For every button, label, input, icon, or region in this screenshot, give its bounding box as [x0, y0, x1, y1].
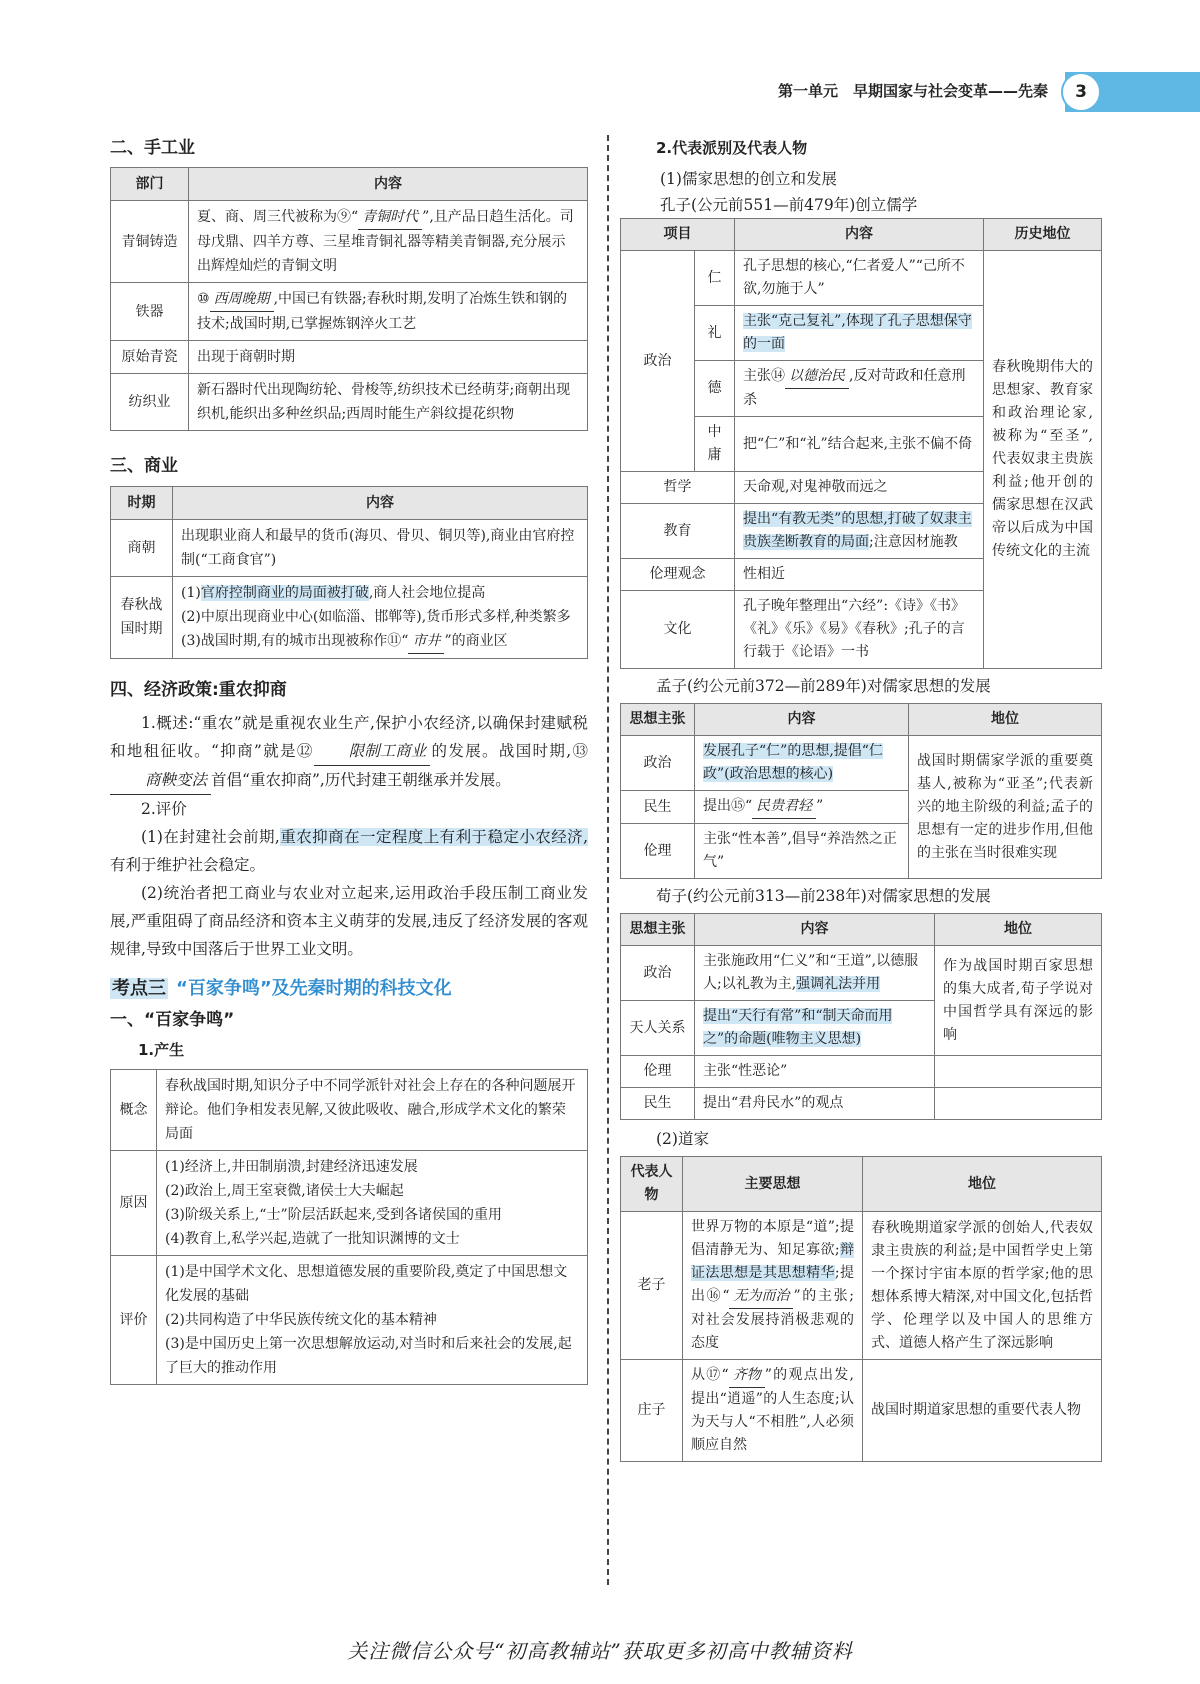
- econ-overview: 1.概述:“重农”就是重视农业生产,保护小农经济,以确保封建赋税和地租征收。“抑商”就是⑫ 限制工商业 的发展。战国时期,⑬商鞅变法 首倡“重农抑商”,历代封建王朝继承并发展。: [110, 709, 588, 795]
- table-row: [111, 283, 588, 341]
- row-key: 老子: [621, 1212, 683, 1360]
- answer-blank: 市井: [408, 629, 444, 654]
- row-content: 天命观,对鬼神敬而远之: [735, 472, 984, 504]
- row-key: 商朝: [111, 519, 173, 576]
- row-content: (1)经济上,井田制崩溃,封建经济迅速发展 (2)政治上,周王室衰微,诸侯士大夫崛起 (3)阶级关系上,“士”阶层活跃起来,受到各诸侯国的重用 (4)教育上,私学兴起,造就了一批知识渊博的文士: [157, 1150, 588, 1255]
- exam-point-heading: 考点三 “百家争鸣”及先秦时期的科技文化: [112, 978, 452, 1000]
- col-header: 时期: [111, 486, 173, 519]
- table-row: [621, 1056, 1102, 1088]
- row-content: 世界万物的本原是“道”;提倡清静无为、知足寡欲;辩证法思想是其思想精华;提出⑯“ 无为而治 ”的主张;对社会发展持消极悲观的态度: [683, 1212, 863, 1360]
- econ-eval-2: (2)统治者把工商业与农业对立起来,运用政治手段压制工商业发展,严重阻碍了商品经济和资本主义萌芽的发展,违反了经济发展的客观规律,导致中国落后于世界工业文明。: [110, 884, 588, 959]
- table-row: [111, 341, 588, 374]
- row-key: 铁器: [111, 283, 189, 341]
- mencius-table: [620, 703, 1102, 879]
- table-row: [621, 1212, 1102, 1360]
- footer-note: 关注微信公众号“初高教辅站”获取更多初高中教辅资料: [347, 1639, 853, 1663]
- row-content: 主张“性恶论”: [695, 1056, 935, 1088]
- col-header: 项目: [621, 219, 735, 251]
- row-content: (1)是中国学术文化、思想道德发展的重要阶段,奠定了中国思想文化发展的基础 (2)共同构造了中华民族传统文化的基本精神 (3)是中国历史上第一次思想解放运动,对当时和后来社会的发展,起了巨大的推动作用: [157, 1255, 588, 1384]
- left-column: [110, 135, 588, 1385]
- hundred-schools-heading: 一、“百家争鸣”: [110, 1009, 235, 1030]
- answer-blank: 民贵君轻: [752, 795, 816, 819]
- col-header: 部门: [111, 168, 189, 201]
- table-row: [111, 201, 588, 283]
- confucian-heading: (1)儒家思想的创立和发展: [660, 170, 837, 189]
- column-divider: [607, 135, 609, 1585]
- answer-blank: 限制工商业: [314, 737, 431, 766]
- handicraft-table: [110, 167, 588, 431]
- confucius-table: [620, 218, 1102, 669]
- commerce-table: [110, 486, 588, 659]
- row-status: 战国时期儒家学派的重要奠基人,被称为“亚圣”;代表新兴的地主阶级的利益;孟子的思想有一定的进步作用,但他的主张在当时很难实现: [909, 736, 1102, 879]
- row-key: 民生: [621, 791, 695, 824]
- row-content: 提出“君舟民水”的观点: [695, 1088, 935, 1120]
- handicraft-heading: 二、手工业: [110, 138, 195, 158]
- answer-blank: 无为而治: [729, 1285, 793, 1309]
- taoist-heading: (2)道家: [656, 1130, 709, 1149]
- answer-blank: 西周晚期: [210, 287, 274, 312]
- schools-heading: 2.代表派别及代表人物: [656, 139, 808, 157]
- row-key: 礼: [695, 306, 735, 361]
- table-row: [621, 1360, 1102, 1462]
- row-content: 孔子思想的核心,“仁者爱人”“己所不欲,勿施于人”: [735, 251, 984, 306]
- table-row: [111, 1069, 588, 1150]
- row-content: 把“仁”和“礼”结合起来,主张不偏不倚: [735, 417, 984, 472]
- econ-heading: 四、经济政策:重农抑商: [110, 679, 287, 700]
- header-title: 第一单元 早期国家与社会变革——先秦: [777, 82, 1048, 100]
- row-content: 发展孔子“仁”的思想,提倡“仁政”(政治思想的核心): [695, 736, 909, 791]
- row-key: 原始青瓷: [111, 341, 189, 374]
- right-column: [620, 135, 1102, 1462]
- row-status: 春秋晚期道家学派的创始人,代表奴隶主贵族的利益;是中国哲学史上第一个探讨宇宙本原的哲学家;他的思想体系博大精深,对中国文化,包括哲学、伦理学以及中国人的思维方式、道德人格产生了深远影响: [863, 1212, 1102, 1360]
- table-row: [111, 374, 588, 431]
- row-content: 提出“天行有常”和“制天命而用之”的命题(唯物主义思想): [695, 1001, 935, 1056]
- row-content: 主张“性本善”,倡导“养浩然之正气”: [695, 824, 909, 879]
- answer-blank: 商鞅变法: [110, 766, 211, 795]
- table-row: [111, 1255, 588, 1384]
- xunzi-table: [620, 913, 1102, 1120]
- row-content: 从⑰“ 齐物 ”的观点出发,提出“逍遥”的人生态度;认为天与人“不相胜”,人必须顺应自然: [683, 1360, 863, 1462]
- mencius-caption: 孟子(约公元前372—前289年)对儒家思想的发展: [656, 677, 991, 696]
- row-key: 纺织业: [111, 374, 189, 431]
- col-header: 代表人物: [621, 1157, 683, 1212]
- row-key: 民生: [621, 1088, 695, 1120]
- col-header: 思想主张: [621, 914, 695, 946]
- page-number: 3: [1061, 72, 1101, 112]
- row-key: 仁: [695, 251, 735, 306]
- xunzi-caption: 荀子(约公元前313—前238年)对儒家思想的发展: [656, 887, 991, 906]
- col-header: 思想主张: [621, 704, 695, 736]
- row-key: 青铜铸造: [111, 201, 189, 283]
- row-content: 性相近: [735, 559, 984, 591]
- col-header: 内容: [173, 486, 588, 519]
- row-content: 出现职业商人和最早的货币(海贝、骨贝、铜贝等),商业由官府控制(“工商食官”): [173, 519, 588, 576]
- col-header: 地位: [935, 914, 1102, 946]
- row-status: 战国时期道家思想的重要代表人物: [863, 1360, 1102, 1462]
- row-key: 天人关系: [621, 1001, 695, 1056]
- row-key: 原因: [111, 1150, 157, 1255]
- col-header: 主要思想: [683, 1157, 863, 1212]
- row-status: 春秋晚期伟大的思想家、教育家和政治理论家,被称为“至圣”,代表奴隶主贵族利益;他开创的儒家思想在汉武帝以后成为中国传统文化的主流: [984, 251, 1102, 669]
- row-content: 出现于商朝时期: [189, 341, 588, 374]
- row-content: 春秋战国时期,知识分子中不同学派针对社会上存在的各种问题展开辩论。他们争相发表见解,又彼此吸收、融合,形成学术文化的繁荣局面: [157, 1069, 588, 1150]
- econ-eval-heading: 2.评价: [141, 800, 187, 819]
- row-key: 伦理观念: [621, 559, 735, 591]
- col-header: 地位: [863, 1157, 1102, 1212]
- row-content: 主张⑭ 以德治民 ,反对苛政和任意刑杀: [735, 361, 984, 417]
- row-content: 孔子晚年整理出“六经”:《诗》《书》《礼》《乐》《易》《春秋》;孔子的言行载于《论语》一书: [735, 591, 984, 669]
- col-header: 内容: [695, 914, 935, 946]
- row-content: (1)官府控制商业的局面被打破,商人社会地位提高 (2)中原出现商业中心(如临淄、邯郸等),货币形式多样,种类繁多 (3)战国时期,有的城市出现被称作⑪“ 市井 ”的商业区: [173, 576, 588, 658]
- col-header: 地位: [909, 704, 1102, 736]
- col-header: 内容: [189, 168, 588, 201]
- row-key: 伦理: [621, 1056, 695, 1088]
- row-key: 政治: [621, 946, 695, 1001]
- row-key: 中庸: [695, 417, 735, 472]
- row-key: 庄子: [621, 1360, 683, 1462]
- row-key: 概念: [111, 1069, 157, 1150]
- commerce-heading: 三、商业: [110, 456, 178, 477]
- row-content: 提出⑮“ 民贵君轻 ”: [695, 791, 909, 824]
- table-row: [621, 1088, 1102, 1120]
- col-header: 内容: [695, 704, 909, 736]
- row-content: 主张施政用“仁义”和“王道”,以德服人;以礼教为主,强调礼法并用: [695, 946, 935, 1001]
- row-key: 文化: [621, 591, 735, 669]
- answer-blank: 以德治民: [785, 365, 849, 389]
- col-header: 历史地位: [984, 219, 1102, 251]
- row-key: 评价: [111, 1255, 157, 1384]
- answer-blank: 齐物: [729, 1364, 765, 1388]
- table-row: [111, 519, 588, 576]
- answer-blank: 青铜时代: [358, 205, 422, 230]
- row-key: 教育: [621, 504, 735, 559]
- row-content: 提出“有教无类”的思想,打破了奴隶主贵族垄断教育的局面;注意因材施教: [735, 504, 984, 559]
- econ-eval-1: (1)在封建社会前期,重农抑商在一定程度上有利于稳定小农经济,有利于维护社会稳定。: [110, 828, 588, 875]
- row-key: 春秋战国时期: [111, 576, 173, 658]
- row-content: 夏、商、周三代被称为⑨“ 青铜时代 ”,且产品日趋生活化。司母戊鼎、四羊方尊、三星堆青铜礼器等精美青铜器,充分展示出辉煌灿烂的青铜文明: [189, 201, 588, 283]
- row-content: ⑩ 西周晚期 ,中国已有铁器;春秋时期,发明了冶炼生铁和钢的技术;战国时期,已掌握炼钢淬火工艺: [189, 283, 588, 341]
- row-key: 德: [695, 361, 735, 417]
- row-key: 政治: [621, 251, 695, 472]
- confucius-caption: 孔子(公元前551—前479年)创立儒学: [660, 196, 918, 215]
- taoist-table: [620, 1156, 1102, 1462]
- origin-subheading: 1.产生: [138, 1041, 185, 1060]
- row-key: 政治: [621, 736, 695, 791]
- table-row: [621, 251, 1102, 306]
- row-key: 伦理: [621, 824, 695, 879]
- row-content: 主张“克己复礼”,体现了孔子思想保守的一面: [735, 306, 984, 361]
- table-row: [111, 1150, 588, 1255]
- row-key: 哲学: [621, 472, 735, 504]
- row-status: 作为战国时期百家思想的集大成者,荀子学说对中国哲学具有深远的影响: [935, 946, 1102, 1056]
- table-row: [621, 946, 1102, 1001]
- col-header: 内容: [735, 219, 984, 251]
- table-row: [621, 736, 1102, 791]
- row-content: 新石器时代出现陶纺轮、骨梭等,纺织技术已经萌芽;商朝出现织机,能织出多种丝织品;西周时能生产斜纹提花织物: [189, 374, 588, 431]
- table-row: [111, 576, 588, 658]
- origin-table: [110, 1069, 588, 1385]
